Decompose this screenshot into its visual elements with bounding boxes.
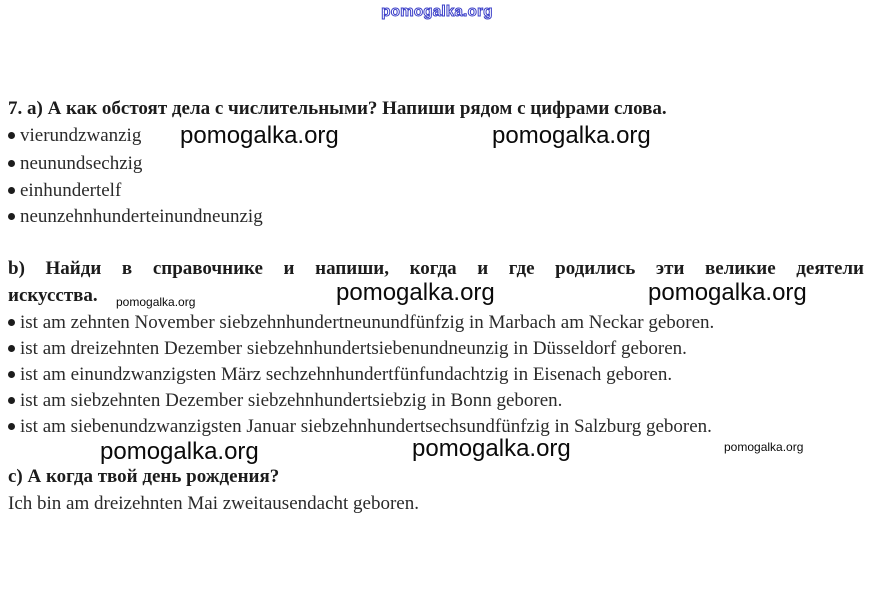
watermark: pomogalka.org	[724, 440, 804, 454]
list-item: einhundertelf	[8, 180, 121, 202]
list-item: vierundzwanzig	[8, 125, 141, 147]
list-item: neunundsechzig	[8, 153, 142, 175]
bullet-icon	[8, 160, 15, 167]
site-link[interactable]: pomogalka.org	[381, 3, 493, 20]
bullet-icon	[8, 319, 15, 326]
watermark: pomogalka.org	[412, 435, 571, 462]
watermark: pomogalka.org	[100, 438, 259, 465]
list-item: ist am einundzwanzigsten März sechzehnhundertfünfundachtzig in Eisenach geboren.	[8, 364, 672, 386]
watermark: pomogalka.org	[116, 295, 196, 309]
list-item: ist am siebenundzwanzigsten Januar siebzehnhundertsechsundfünfzig in Salzburg geboren.	[8, 416, 712, 438]
bullet-icon	[8, 187, 15, 194]
watermark: pomogalka.org	[180, 122, 339, 149]
bullet-icon	[8, 423, 15, 430]
part-c-heading: c) А когда твой день рождения?	[8, 466, 280, 487]
bullet-icon	[8, 345, 15, 352]
part-b-heading: b) Найди в справочнике и напиши, когда и где родились эти великие деятели	[8, 258, 864, 279]
watermark: pomogalka.org	[648, 279, 807, 306]
bullet-icon	[8, 371, 15, 378]
list-item: ist am zehnten November siebzehnhundertneunundfünfzig in Marbach am Neckar geboren.	[8, 312, 714, 334]
bullet-icon	[8, 213, 15, 220]
part-c-answer: Ich bin am dreizehnten Mai zweitausendacht geboren.	[8, 493, 419, 514]
part-a-heading: 7. a) А как обстоят дела с числительными? Напиши рядом с цифрами слова.	[8, 98, 667, 119]
list-item: ist am siebzehnten Dezember siebzehnhundertsiebzig in Bonn geboren.	[8, 390, 562, 412]
part-b-heading-cont: искусства.	[8, 285, 98, 306]
watermark: pomogalka.org	[336, 279, 495, 306]
list-item: neunzehnhunderteinundneunzig	[8, 206, 263, 228]
bullet-icon	[8, 132, 15, 139]
bullet-icon	[8, 397, 15, 404]
watermark: pomogalka.org	[492, 122, 651, 149]
list-item: ist am dreizehnten Dezember siebzehnhundertsiebenundneunzig in Düsseldorf geboren.	[8, 338, 687, 360]
